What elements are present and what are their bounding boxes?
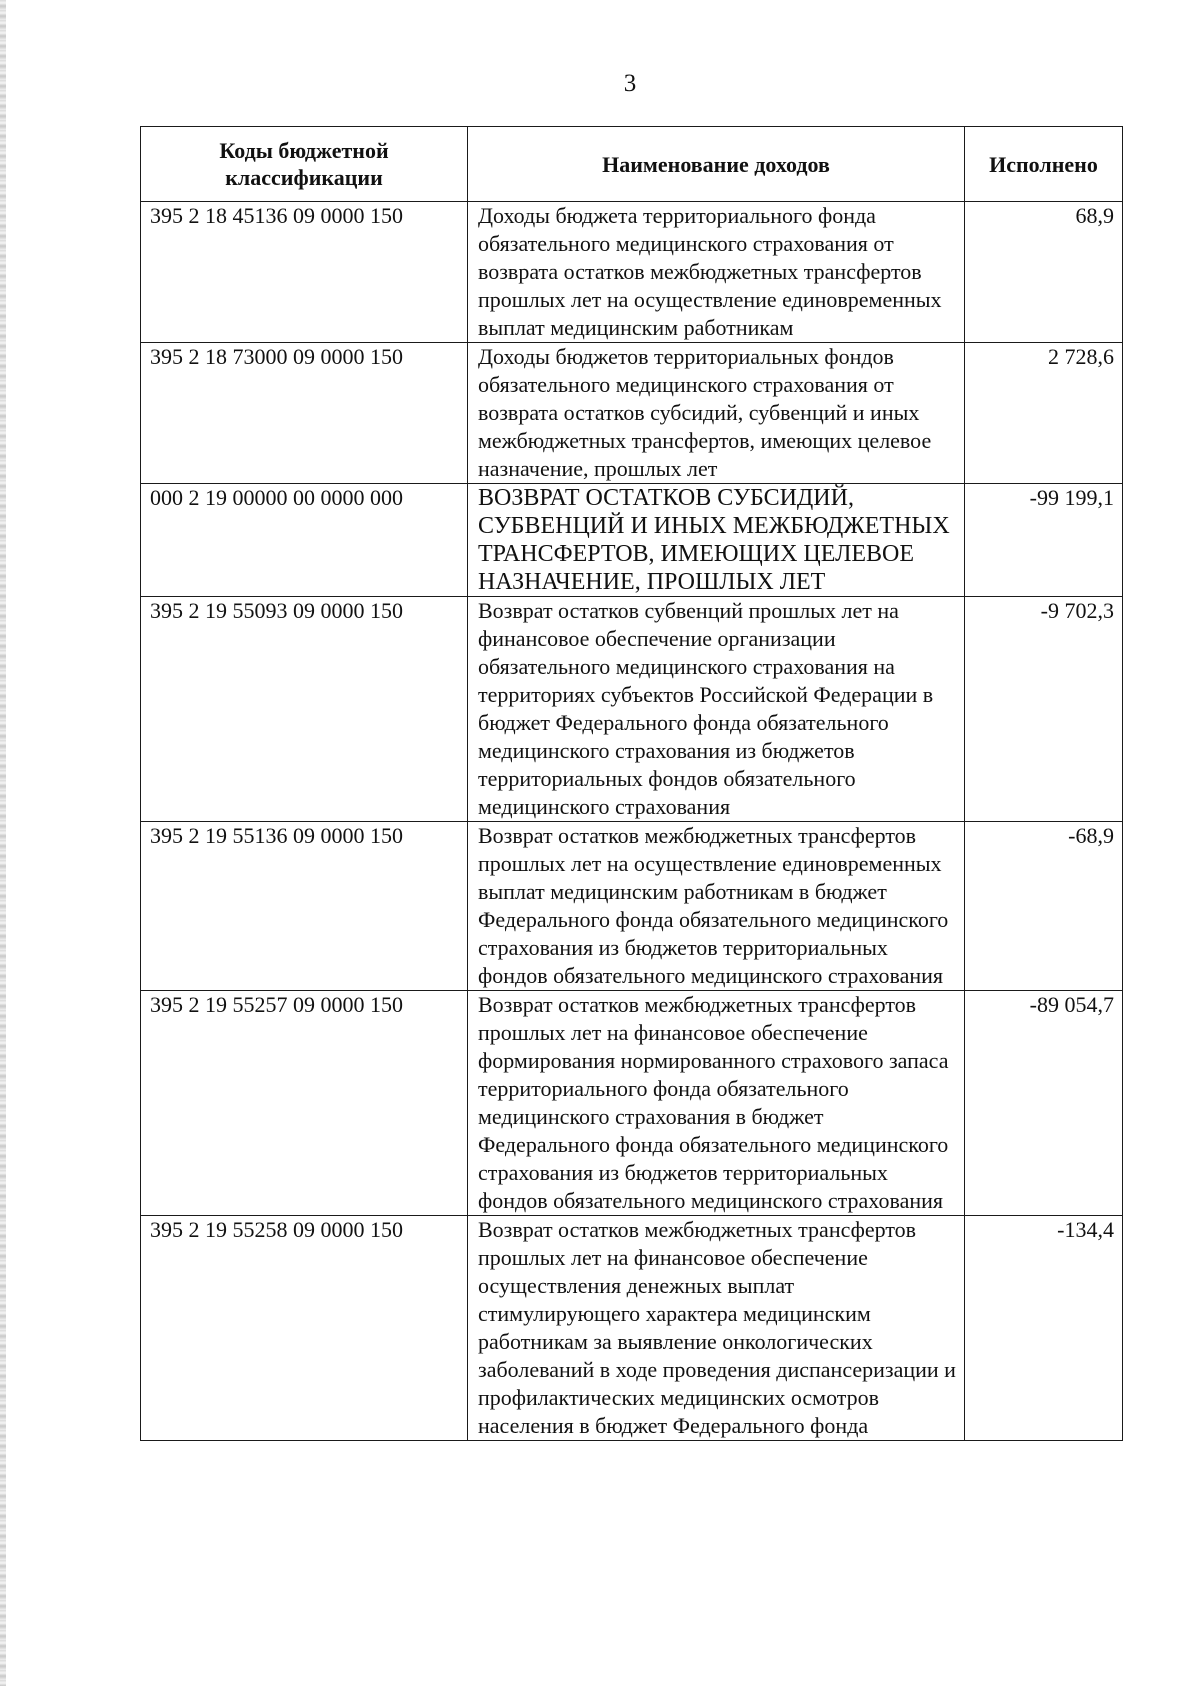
income-name-cell: Возврат остатков субвенций прошлых лет на финансовое обеспечение организации обязательного медицинского страхования на территориях субъектов Российской Федерации в бюджет Федерального фонда обязательного медицинского страхования из бюджетов территориальных фондов обязательного медицинского страхования <box>468 597 965 822</box>
income-name-cell: Возврат остатков межбюджетных трансфертов прошлых лет на финансовое обеспечение осуществления денежных выплат стимулирующего характера медицинским работникам за выявление онкологических заболеваний в ходе проведения диспансеризации и профилактических медицинских осмотров населения в бюджет Федерального фонда <box>468 1216 965 1441</box>
executed-value-cell: -99 199,1 <box>965 484 1123 597</box>
scan-edge <box>0 0 6 1686</box>
budget-code-cell: 395 2 18 73000 09 0000 150 <box>141 343 468 484</box>
header-budget-codes: Коды бюджетной классификации <box>141 127 468 202</box>
header-executed: Исполнено <box>965 127 1123 202</box>
executed-value-cell: 2 728,6 <box>965 343 1123 484</box>
page-number: 3 <box>623 70 637 97</box>
table-header-row <box>141 127 1123 202</box>
budget-code-cell: 395 2 18 45136 09 0000 150 <box>141 202 468 343</box>
table-row <box>141 202 1123 343</box>
executed-value-cell: -134,4 <box>965 1216 1123 1441</box>
table-row <box>141 1216 1123 1441</box>
table-row <box>141 991 1123 1216</box>
table-row <box>141 822 1123 991</box>
executed-value-cell: -68,9 <box>965 822 1123 991</box>
income-name-cell: Возврат остатков межбюджетных трансфертов прошлых лет на финансовое обеспечение формирования нормированного страхового запаса территориального фонда обязательного медицинского страхования в бюджет Федерального фонда обязательного медицинского страхования из бюджетов территориальных фондов обязательного медицинского страхования <box>468 991 965 1216</box>
header-income-name: Наименование доходов <box>468 127 965 202</box>
budget-code-cell: 395 2 19 55258 09 0000 150 <box>141 1216 468 1441</box>
income-name-cell: Возврат остатков межбюджетных трансфертов прошлых лет на осуществление единовременных выплат медицинским работникам в бюджет Федерального фонда обязательного медицинского страхования из бюджетов территориальных фондов обязательного медицинского страхования <box>468 822 965 991</box>
income-name-cell: Доходы бюджетов территориальных фондов обязательного медицинского страхования от возврата остатков субсидий, субвенций и иных межбюджетных трансфертов, имеющих целевое назначение, прошлых лет <box>468 343 965 484</box>
budget-code-cell: 395 2 19 55093 09 0000 150 <box>141 597 468 822</box>
table-row <box>141 343 1123 484</box>
income-name-cell: ВОЗВРАТ ОСТАТКОВ СУБСИДИЙ, СУБВЕНЦИЙ И ИНЫХ МЕЖБЮДЖЕТНЫХ ТРАНСФЕРТОВ, ИМЕЮЩИХ ЦЕЛЕВОЕ НАЗНАЧЕНИЕ, ПРОШЛЫХ ЛЕТ <box>468 484 965 597</box>
budget-code-cell: 000 2 19 00000 00 0000 000 <box>141 484 468 597</box>
executed-value-cell: 68,9 <box>965 202 1123 343</box>
table-row <box>141 597 1123 822</box>
executed-value-cell: -9 702,3 <box>965 597 1123 822</box>
budget-code-cell: 395 2 19 55257 09 0000 150 <box>141 991 468 1216</box>
table-row <box>141 484 1123 597</box>
budget-code-cell: 395 2 19 55136 09 0000 150 <box>141 822 468 991</box>
income-table <box>140 126 1123 1441</box>
executed-value-cell: -89 054,7 <box>965 991 1123 1216</box>
income-name-cell: Доходы бюджета территориального фонда обязательного медицинского страхования от возврата остатков межбюджетных трансфертов прошлых лет на осуществление единовременных выплат медицинским работникам <box>468 202 965 343</box>
